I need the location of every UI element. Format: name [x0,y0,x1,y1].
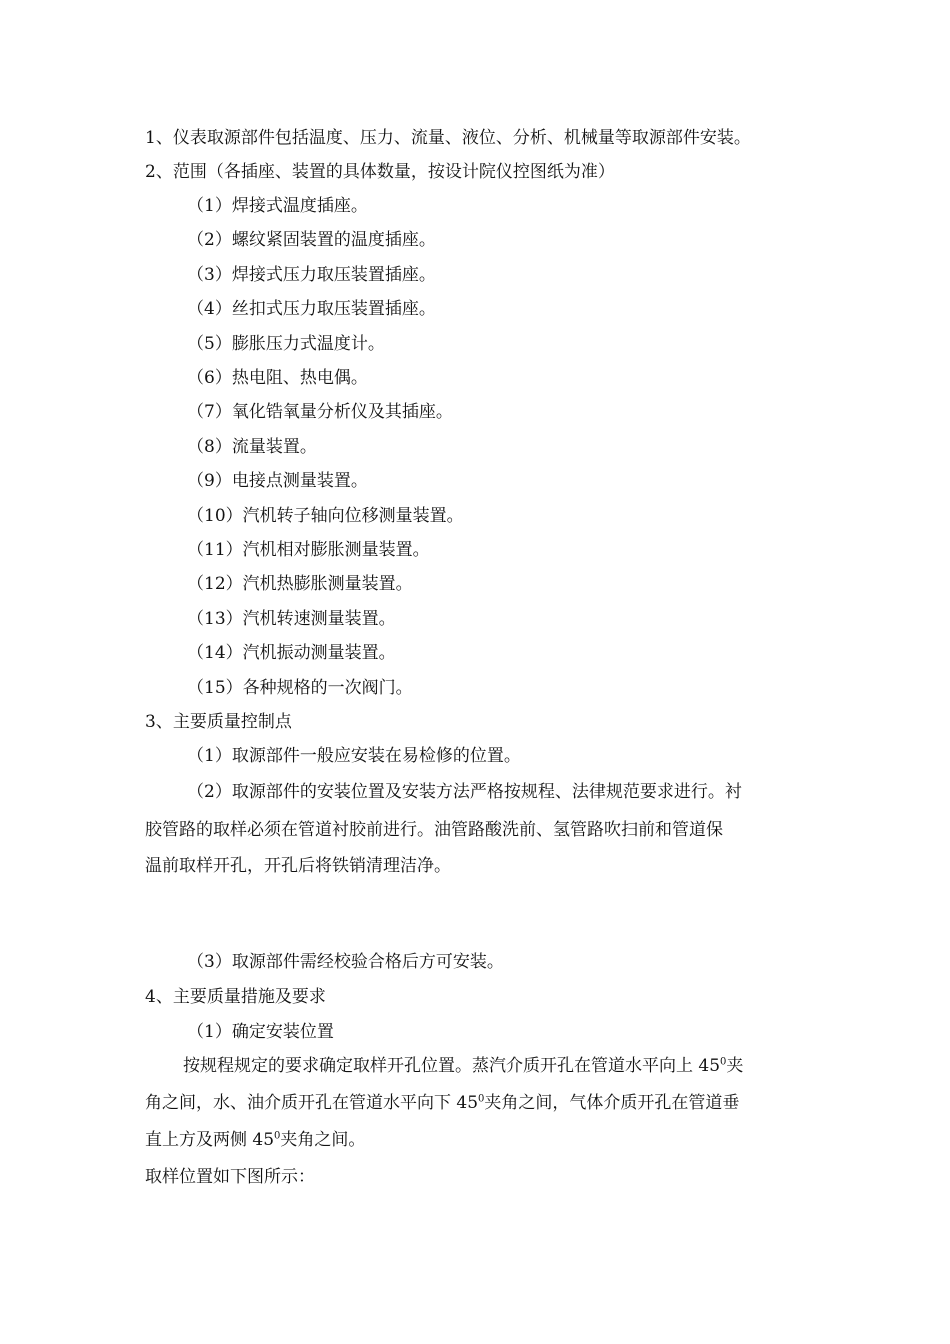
range-item-2: （2）螺纹紧固装置的温度插座。 [187,230,436,250]
measure-1-para-line-3: 直上方及两侧 $45^0$夹角之间。 [145,1130,366,1150]
heading-4: 4、主要质量措施及要求 [145,987,326,1007]
range-item-3: （3）焊接式压力取压装置插座。 [187,265,436,285]
degree-superscript: 0 [478,1093,485,1105]
degree-superscript: 0 [274,1130,281,1142]
range-item-7: （7）氧化锆氧量分析仪及其插座。 [187,402,453,422]
heading-3: 3、主要质量控制点 [145,712,292,732]
range-item-1: （1）焊接式温度插座。 [187,196,368,216]
qc-item-2-line-1: （2）取源部件的安装位置及安装方法严格按规程、法律规范要求进行。衬 [187,782,742,802]
range-item-11: （11）汽机相对膨胀测量装置。 [187,540,430,560]
qc-item-2-line-3: 温前取样开孔，开孔后将铁销清理洁净。 [145,856,451,876]
range-item-15: （15）各种规格的一次阀门。 [187,678,413,698]
qc-item-2-line-2: 胶管路的取样必须在管道衬胶前进行。油管路酸洗前、氢管路吹扫前和管道保 [145,820,723,840]
range-item-12: （12）汽机热膨胀测量装置。 [187,574,413,594]
heading-1: 1、仪表取源部件包括温度、压力、流量、液位、分析、机械量等取源部件安装。 [145,128,751,148]
range-item-9: （9）电接点测量装置。 [187,471,368,491]
range-item-14: （14）汽机振动测量装置。 [187,643,396,663]
range-item-5: （5）膨胀压力式温度计。 [187,334,385,354]
qc-item-1: （1）取源部件一般应安装在易检修的位置。 [187,746,521,766]
degree-superscript: 0 [720,1056,727,1068]
range-item-8: （8）流量装置。 [187,437,317,457]
range-item-10: （10）汽机转子轴向位移测量装置。 [187,506,464,526]
measure-1-title: （1）确定安装位置 [187,1022,334,1042]
measure-1-para-line-1: 按规程规定的要求确定取样开孔位置。蒸汽介质开孔在管道水平向上 $45^0$夹 [183,1056,744,1076]
qc-item-3: （3）取源部件需经校验合格后方可安装。 [187,952,504,972]
range-item-6: （6）热电阻、热电偶。 [187,368,368,388]
figure-caption: 取样位置如下图所示： [145,1167,315,1187]
range-item-4: （4）丝扣式压力取压装置插座。 [187,299,436,319]
measure-1-para-line-2: 角之间，水、油介质开孔在管道水平向下 $45^0$夹角之间，气体介质开孔在管道垂 [145,1093,740,1113]
heading-2: 2、范围（各插座、装置的具体数量，按设计院仪控图纸为准） [145,162,615,182]
range-item-13: （13）汽机转速测量装置。 [187,609,396,629]
